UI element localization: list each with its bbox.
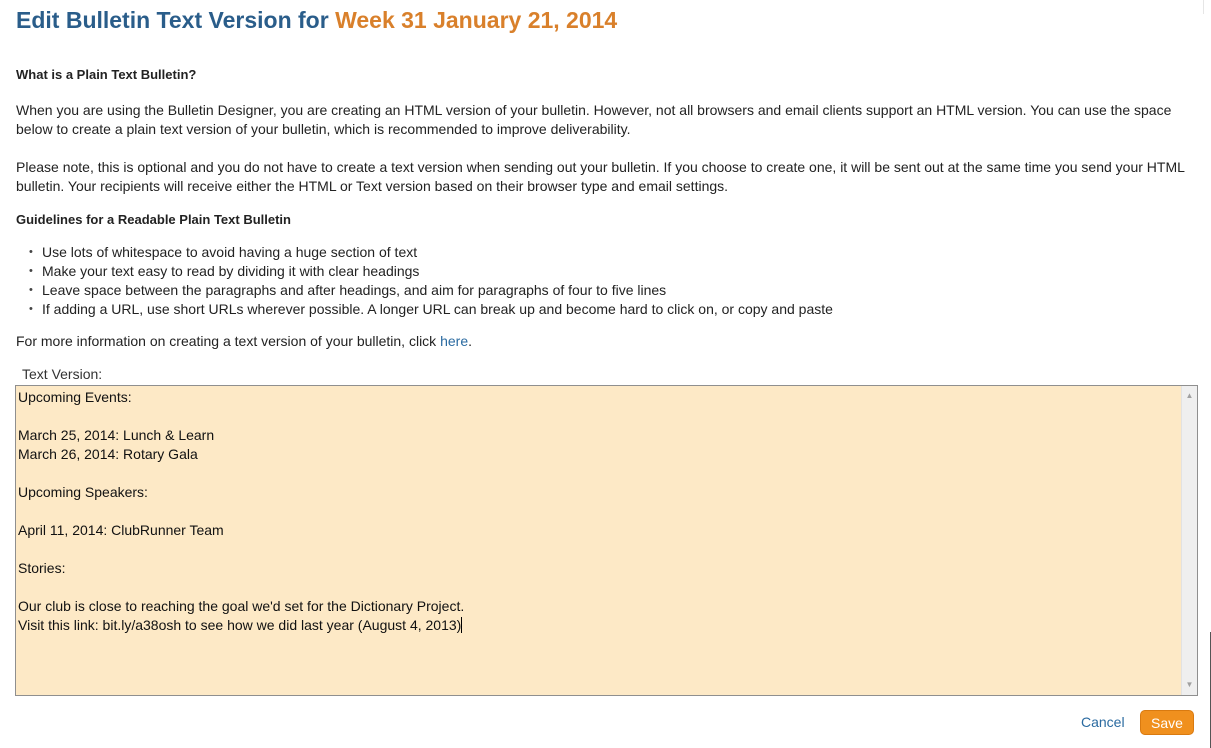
more-info-link[interactable]: here [440, 333, 469, 349]
cancel-button[interactable]: Cancel [1081, 714, 1125, 730]
editor-line [18, 578, 1179, 597]
more-info-suffix: . [468, 333, 472, 349]
guideline-item: • Use lots of whitespace to avoid having a huge section of text [42, 243, 1196, 262]
editor-line: April 11, 2014: ClubRunner Team [18, 522, 224, 538]
editor-line [18, 502, 1179, 521]
editor-line: Stories: [18, 560, 66, 576]
text-version-editor[interactable] [15, 385, 1198, 696]
editor-line: Visit this link: bit.ly/a38osh to see how we did last year (August 4, 2013) [18, 617, 462, 633]
guidelines-heading: Guidelines for a Readable Plain Text Bulletin [16, 212, 291, 227]
divider [1203, 0, 1204, 14]
editor-line [18, 407, 1179, 426]
text-caret [461, 617, 462, 633]
more-info [16, 332, 1196, 351]
page-title-prefix: Edit Bulletin Text Version for [16, 7, 329, 33]
editor-line [18, 540, 1179, 559]
editor-scrollbar[interactable] [1181, 386, 1197, 695]
scroll-down-arrow-icon[interactable]: ▼ [1185, 680, 1194, 689]
editor-line: Our club is close to reaching the goal we'd set for the Dictionary Project. [18, 598, 465, 614]
guidelines-list [16, 243, 1196, 319]
text-version-textarea[interactable] [16, 386, 1181, 695]
guideline-item: • Make your text easy to read by dividing it with clear headings [42, 262, 1196, 281]
save-button[interactable]: Save [1140, 710, 1194, 735]
editor-line [18, 464, 1179, 483]
guideline-item: • If adding a URL, use short URLs wherever possible. A longer URL can break up and become hard to click on, or copy and paste [42, 300, 1196, 319]
instructions [16, 66, 1196, 351]
editor-line: March 26, 2014: Rotary Gala [18, 446, 198, 462]
editor-line: Upcoming Speakers: [18, 484, 148, 500]
intro-paragraph-1: When you are using the Bulletin Designer, you are creating an HTML version of your bulletin. However, not all browsers and email clients support an HTML version. You can use the space below to create a plain text version of your bulletin, which is recommended to improve deliverability. [16, 102, 1172, 137]
intro-heading: What is a Plain Text Bulletin? [16, 67, 197, 82]
scroll-up-arrow-icon[interactable]: ▲ [1185, 391, 1194, 400]
intro-paragraph-2: Please note, this is optional and you do not have to create a text version when sending out your bulletin. If you choose to create one, it will be sent out at the same time you send your HTML bulletin. Your recipients will receive either the HTML or Text version based on their browser type and email settings. [16, 159, 1185, 194]
text-version-label: Text Version: [22, 366, 103, 382]
editor-line: Upcoming Events: [18, 389, 132, 405]
editor-line: March 25, 2014: Lunch & Learn [18, 427, 215, 443]
more-info-text: For more information on creating a text version of your bulletin, click [16, 333, 441, 349]
page-title [16, 6, 617, 34]
page-title-week: Week 31 January 21, 2014 [335, 7, 618, 33]
guideline-item: • Leave space between the paragraphs and after headings, and aim for paragraphs of four to five lines [42, 281, 1196, 300]
